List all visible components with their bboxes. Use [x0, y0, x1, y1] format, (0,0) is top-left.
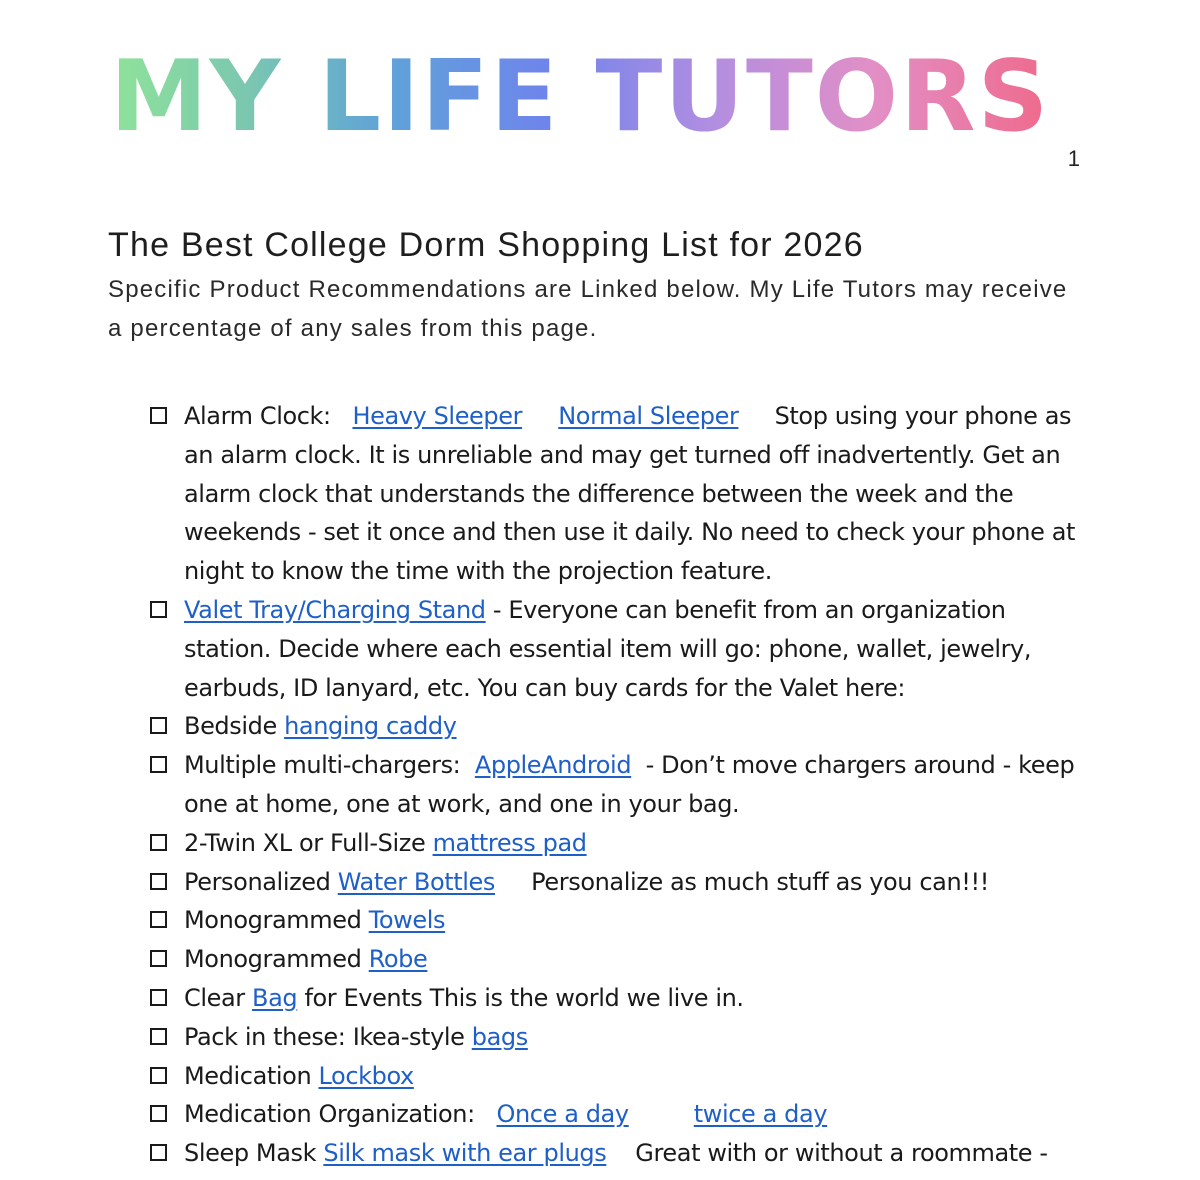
checkbox[interactable]	[150, 873, 167, 890]
list-item-bedside-caddy	[150, 707, 1080, 746]
link-water-bottles[interactable]: Water Bottles	[337, 867, 496, 896]
link-bags[interactable]: bags	[471, 1022, 528, 1051]
link-twice-a-day[interactable]: twice a day	[693, 1100, 828, 1129]
list-item-towels	[150, 901, 1080, 940]
checkbox[interactable]	[150, 834, 167, 851]
list-item-chargers	[150, 746, 1080, 824]
item-label: Personalized	[184, 867, 331, 896]
list-item-robe	[150, 940, 1080, 979]
list-item-water-bottles	[150, 863, 1080, 902]
item-description: - Everyone can benefit from an organization station. Decide where each essential item will go: phone, wallet, jewelry, earbuds, ID lanyard, etc. You can buy cards for the Valet here:	[184, 595, 1032, 702]
list-item-valet-tray	[150, 591, 1080, 707]
link-towels[interactable]: Towels	[368, 906, 446, 935]
item-label: Sleep Mask	[184, 1139, 317, 1168]
link-normal-sleeper[interactable]: Normal Sleeper	[558, 402, 739, 430]
list-item-medication-organization	[150, 1095, 1080, 1134]
link-android[interactable]: Android	[541, 751, 632, 780]
item-description: Great with or without a roommate -	[635, 1139, 1048, 1168]
logo: MY LIFE TUTORS	[110, 42, 1090, 152]
item-label: Pack in these: Ikea-style	[184, 1022, 465, 1051]
link-lockbox[interactable]: Lockbox	[318, 1061, 414, 1090]
list-item-alarm-clock	[150, 397, 1080, 591]
link-mattress-pad[interactable]: mattress pad	[432, 828, 587, 857]
link-heavy-sleeper[interactable]: Heavy Sleeper	[352, 402, 523, 430]
link-bag[interactable]: Bag	[252, 983, 298, 1012]
list-item-sleep-mask	[150, 1134, 1080, 1173]
checkbox[interactable]	[150, 989, 167, 1006]
link-robe[interactable]: Robe	[368, 945, 428, 974]
item-label: Medication Organization:	[184, 1100, 475, 1129]
link-apple[interactable]: Apple	[474, 751, 542, 780]
item-description: Personalize as much stuff as you can!!!	[531, 867, 989, 896]
checkbox[interactable]	[150, 911, 167, 928]
list-item-ikea-bags	[150, 1018, 1080, 1057]
item-description: - Don’t move chargers around - keep one at home, one at work, and one in your bag.	[184, 751, 1075, 818]
checkbox[interactable]	[150, 1028, 167, 1045]
list-item-clear-bag	[150, 979, 1080, 1018]
checkbox[interactable]	[150, 717, 167, 734]
checkbox[interactable]	[150, 1144, 167, 1161]
link-once-a-day[interactable]: Once a day	[496, 1100, 629, 1129]
item-label: 2-Twin XL or Full-Size	[184, 828, 426, 857]
link-hanging-caddy[interactable]: hanging caddy	[284, 712, 457, 741]
item-label: Monogrammed	[184, 945, 362, 974]
item-label: Multiple multi-chargers:	[184, 751, 461, 780]
item-label: Clear	[184, 983, 245, 1012]
item-description: Stop using your phone as an alarm clock. It is unreliable and may get turned off inadvertently. Get an alarm clock that understands the difference between the week and the weekends - set it once and then use it daily. No need to check your phone at night to know the time with the projection feature.	[184, 402, 1076, 586]
list-item-lockbox	[150, 1057, 1080, 1096]
page-title: The Best College Dorm Shopping List for 2026	[108, 226, 864, 264]
list-item-mattress-pad	[150, 824, 1080, 863]
shopping-checklist	[150, 397, 1080, 1173]
checkbox[interactable]	[150, 1067, 167, 1084]
page-number: 1	[1067, 146, 1080, 171]
checkbox[interactable]	[150, 950, 167, 967]
item-label: Medication	[184, 1061, 312, 1090]
link-valet-tray[interactable]: Valet Tray/Charging Stand	[184, 595, 486, 624]
checkbox[interactable]	[150, 756, 167, 773]
checkbox[interactable]	[150, 1105, 167, 1122]
item-label: Monogrammed	[184, 906, 362, 935]
checkbox[interactable]	[150, 601, 167, 618]
item-description: for Events This is the world we live in.	[304, 983, 744, 1012]
page-subtitle: Specific Product Recommendations are Linked below. My Life Tutors may receive a percentage of any sales from this page.	[108, 276, 1068, 342]
checkbox[interactable]	[150, 407, 167, 424]
link-silk-mask[interactable]: Silk mask with ear plugs	[323, 1139, 607, 1168]
item-label: Alarm Clock:	[184, 402, 331, 430]
item-label: Bedside	[184, 712, 277, 741]
